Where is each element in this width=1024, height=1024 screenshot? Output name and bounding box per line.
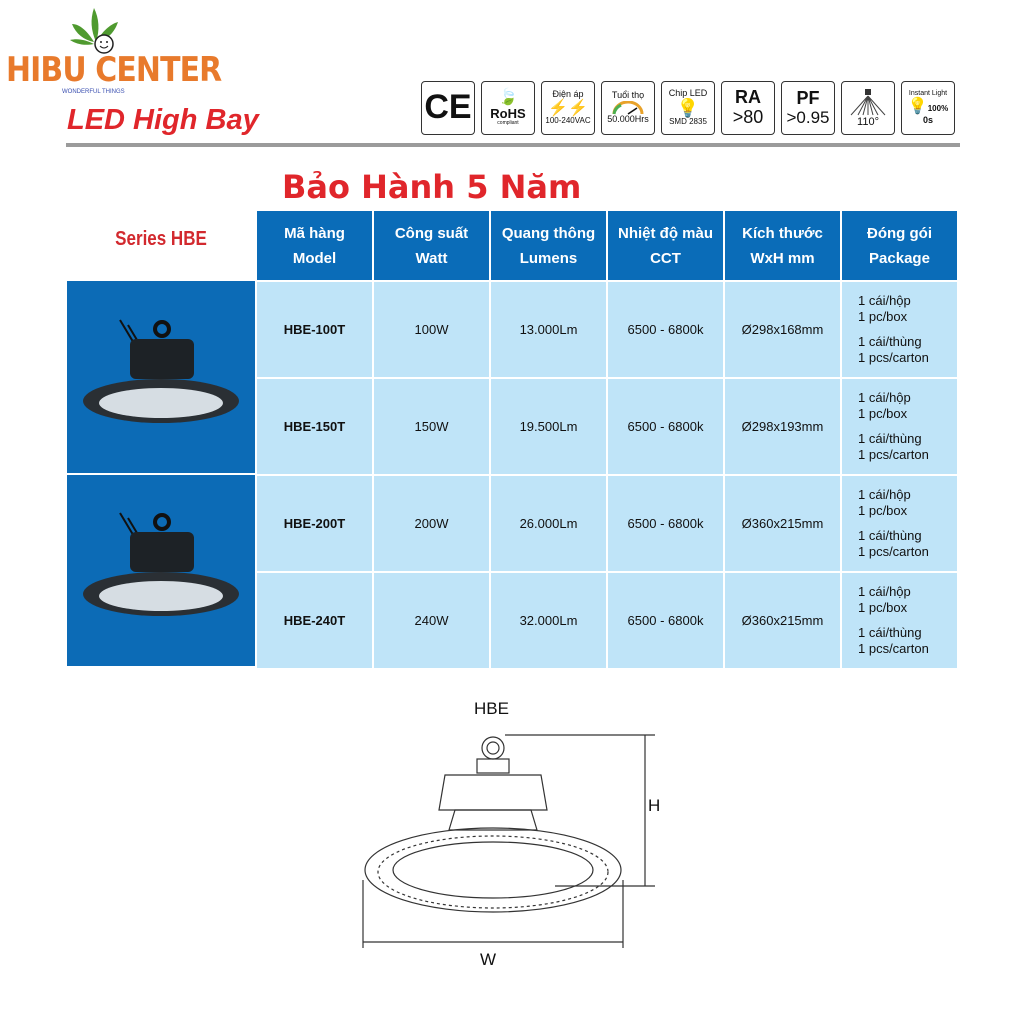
cell-watt: 100W: [374, 282, 489, 377]
cell-cct: 6500 - 6800k: [608, 476, 723, 571]
column-header: Kích thước WxH mm: [725, 211, 840, 280]
cell-lumens: 19.500Lm: [491, 379, 606, 474]
cell-size: Ø298x168mm: [725, 282, 840, 377]
diagram-title: HBE: [474, 699, 509, 718]
height-label: H: [648, 796, 661, 815]
width-label: W: [480, 950, 497, 969]
divider: [66, 143, 960, 147]
chip-icon: Chip LED 💡 SMD 2835: [661, 81, 715, 135]
cell-package: 1 cái/hộp 1 pc/box 1 cái/thùng 1 pcs/carton: [842, 573, 957, 668]
lifespan-icon: Tuổi thọ 50.000Hrs: [601, 81, 655, 135]
table-row: [257, 282, 957, 377]
voltage-icon: Điện áp ⚡⚡ 100-240VAC: [541, 81, 595, 135]
table-header-row: [257, 211, 957, 280]
product-title: LED High Bay: [67, 104, 259, 136]
table-row: [257, 379, 957, 474]
cell-model: HBE-240T: [257, 573, 372, 668]
column-header: Công suất Watt: [374, 211, 489, 280]
cell-watt: 150W: [374, 379, 489, 474]
brand-name: HIBU CENTER: [6, 50, 222, 90]
cell-cct: 6500 - 6800k: [608, 379, 723, 474]
rohs-icon: 🍃 RoHS compliant: [481, 81, 535, 135]
pf-icon: PF >0.95: [781, 81, 835, 135]
cell-lumens: 26.000Lm: [491, 476, 606, 571]
cell-size: Ø298x193mm: [725, 379, 840, 474]
series-label: Series HBE: [115, 228, 207, 250]
cell-model: HBE-100T: [257, 282, 372, 377]
column-header: Nhiệt độ màu CCT: [608, 211, 723, 280]
warranty-title: Bảo Hành 5 Năm: [282, 168, 582, 206]
cell-package: 1 cái/hộp 1 pc/box 1 cái/thùng 1 pcs/carton: [842, 476, 957, 571]
brand-tagline: WONDERFUL THINGS: [62, 89, 125, 95]
ra-icon: RA >80: [721, 81, 775, 135]
column-header: Đóng gói Package: [842, 211, 957, 280]
table-row: [257, 476, 957, 571]
logo-leaf-icon: [66, 6, 126, 54]
cell-lumens: 32.000Lm: [491, 573, 606, 668]
cell-model: HBE-150T: [257, 379, 372, 474]
cell-watt: 240W: [374, 573, 489, 668]
cell-size: Ø360x215mm: [725, 476, 840, 571]
lamp-dimension-drawing: [355, 730, 665, 950]
cell-size: Ø360x215mm: [725, 573, 840, 668]
table-row: [257, 573, 957, 668]
cell-package: 1 cái/hộp 1 pc/box 1 cái/thùng 1 pcs/carton: [842, 282, 957, 377]
instant-light-icon: Instant Light 💡100% 0s: [901, 81, 955, 135]
cell-package: 1 cái/hộp 1 pc/box 1 cái/thùng 1 pcs/carton: [842, 379, 957, 474]
certification-icons: [421, 81, 955, 135]
lamp-photo-icon: [80, 508, 242, 628]
ce-icon: CE: [421, 81, 475, 135]
column-header: Quang thông Lumens: [491, 211, 606, 280]
cell-model: HBE-200T: [257, 476, 372, 571]
cell-cct: 6500 - 6800k: [608, 282, 723, 377]
cell-watt: 200W: [374, 476, 489, 571]
lamp-photo-icon: [80, 315, 242, 435]
cell-cct: 6500 - 6800k: [608, 573, 723, 668]
column-header: Mã hàng Model: [257, 211, 372, 280]
beam-angle-icon: 110°: [841, 81, 895, 135]
cell-lumens: 13.000Lm: [491, 282, 606, 377]
spec-table: [255, 209, 959, 670]
